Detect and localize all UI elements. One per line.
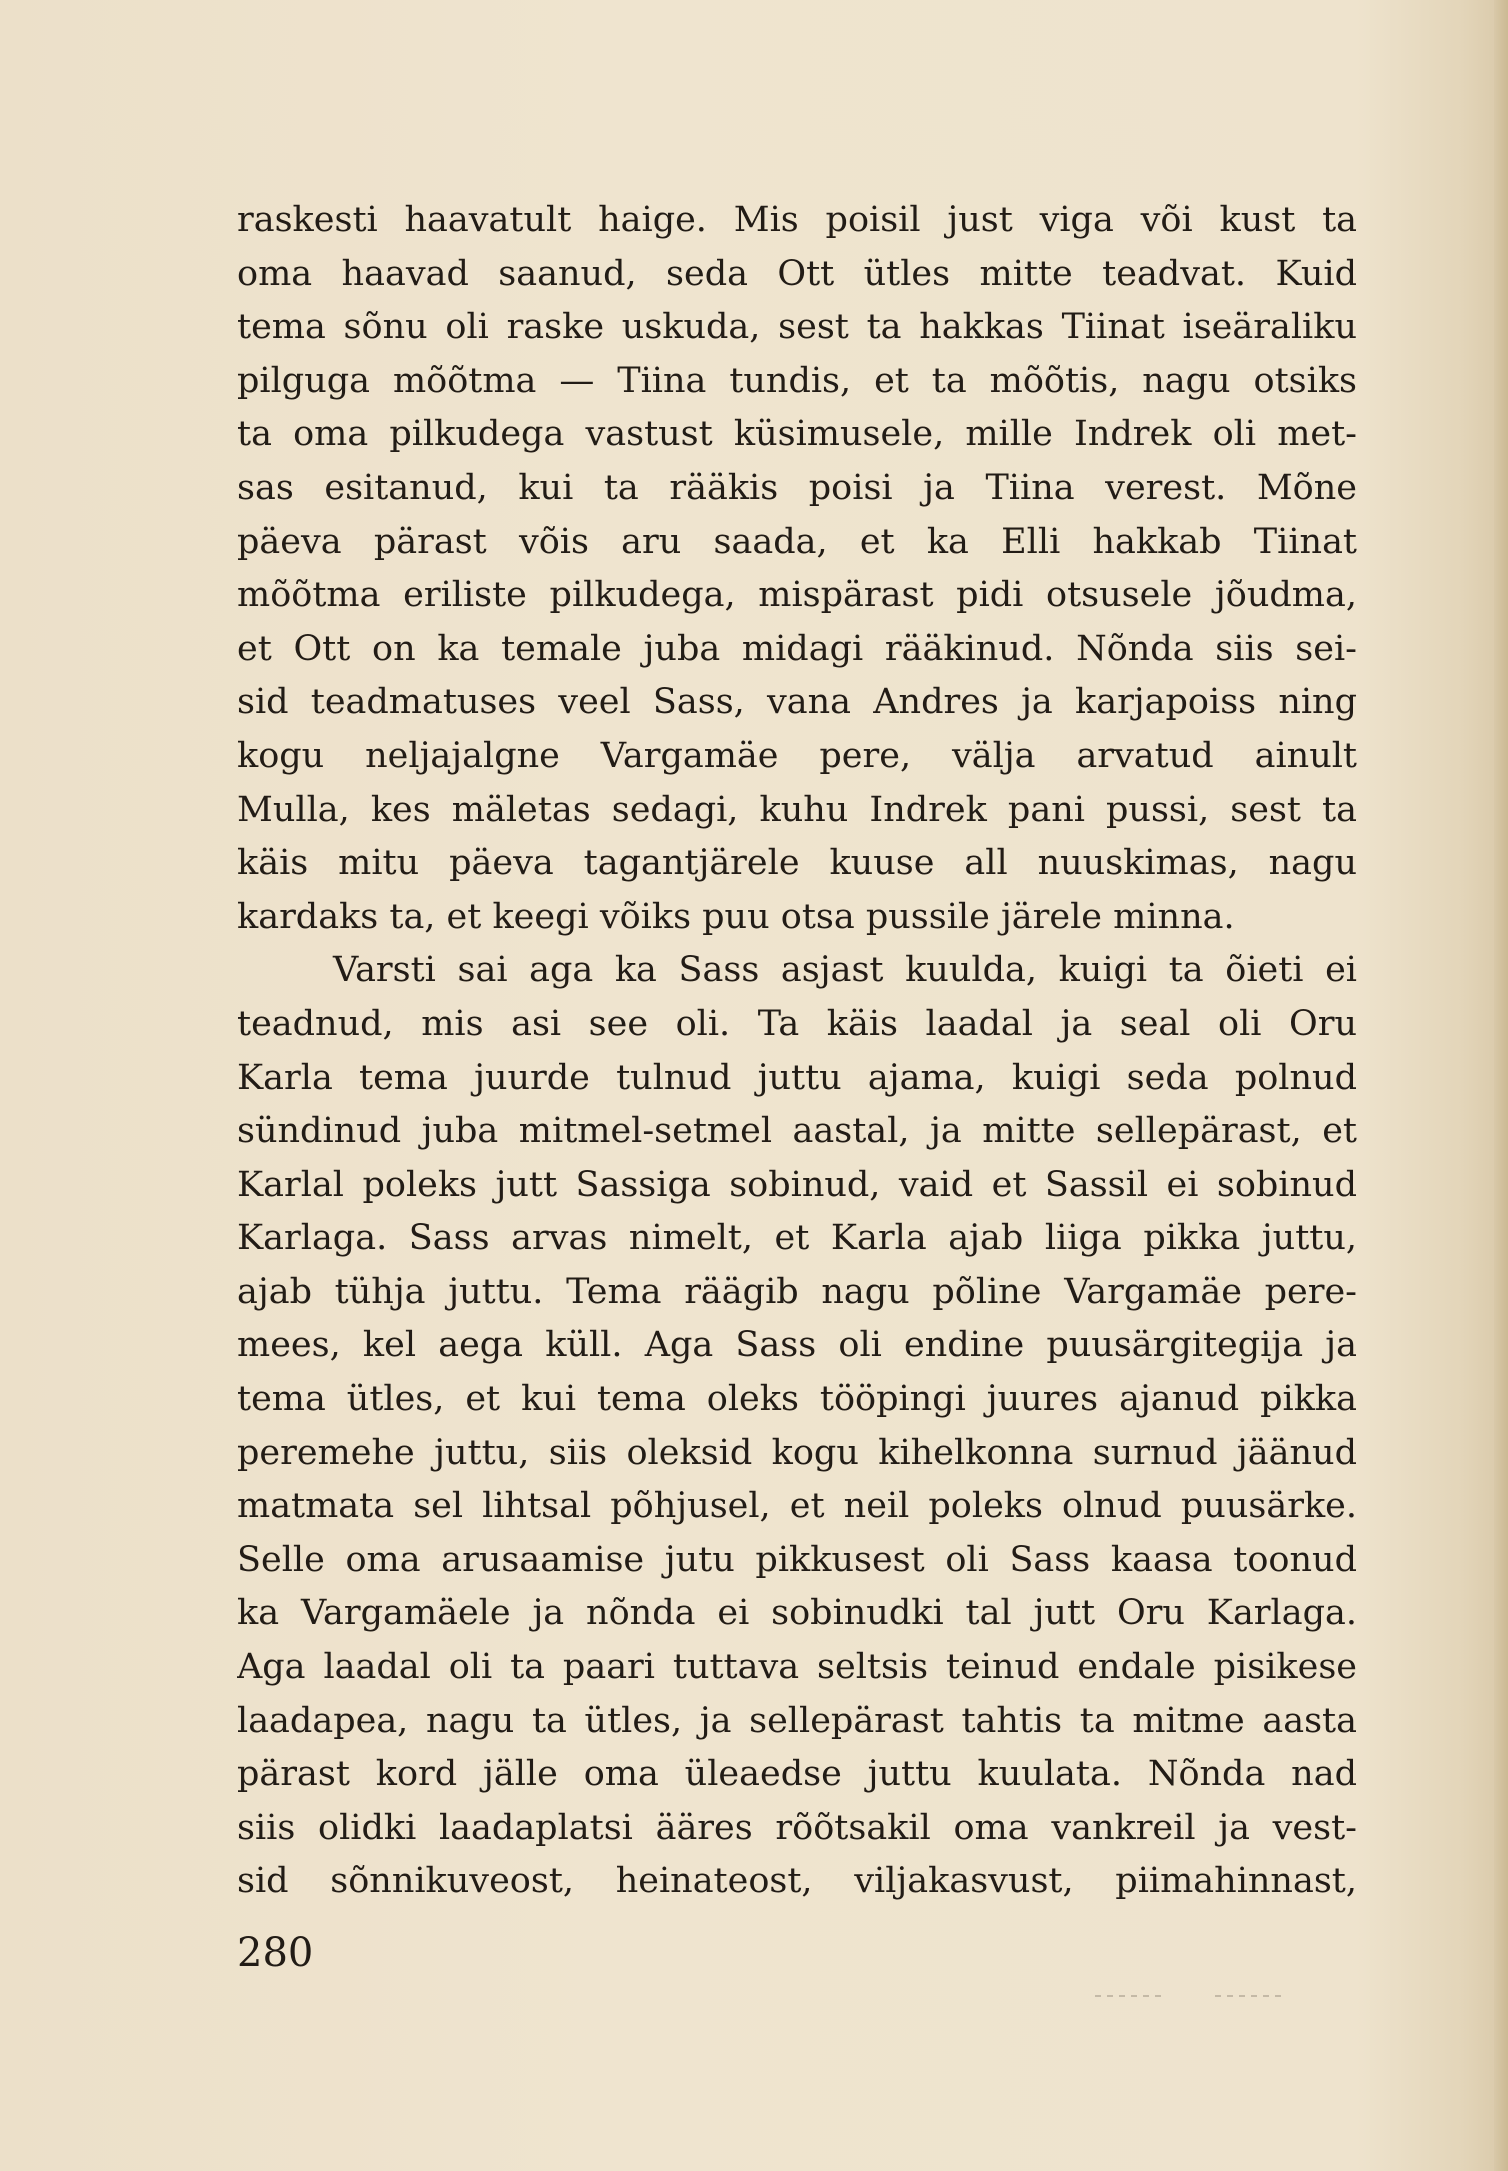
text-line: ta oma pilkudega vastust küsimusele, mille Indrek oli met-: [237, 414, 1357, 455]
text-line: Mulla, kes mäletas sedagi, kuhu Indrek pani pussi, sest ta: [237, 789, 1357, 830]
text-line: tema sõnu oli raske uskuda, sest ta hakkas Tiinat iseäraliku: [237, 307, 1357, 348]
text-line: oma haavad saanud, seda Ott ütles mitte teadvat. Kuid: [237, 253, 1357, 294]
text-line: Karla tema juurde tulnud juttu ajama, kuigi seda polnud: [237, 1057, 1357, 1098]
text-line: mõõtma eriliste pilkudega, mispärast pidi otsusele jõudma,: [237, 575, 1357, 616]
text-line: kardaks ta, et keegi võiks puu otsa pussile järele minna.: [237, 896, 1235, 937]
text-line: laadapea, nagu ta ütles, ja sellepärast tahtis ta mitme aasta: [237, 1700, 1357, 1741]
page-edge: [1494, 0, 1508, 2171]
text-line: raskesti haavatult haige. Mis poisil just viga või kust ta: [237, 200, 1357, 240]
text-line: Karlal poleks jutt Sassiga sobinud, vaid et Sassil ei sobinud: [237, 1164, 1357, 1205]
text-line: sas esitanud, kui ta rääkis poisi ja Tiina verest. Mõne: [237, 467, 1357, 508]
text-line: Selle oma arusaamise jutu pikkusest oli Sass kaasa toonud: [237, 1539, 1357, 1580]
text-line: mees, kel aega küll. Aga Sass oli endine puusärgitegija ja: [237, 1325, 1357, 1366]
page-number: 280: [237, 1930, 314, 1976]
text-line: kogu neljajalgne Vargamäe pere, välja arvatud ainult: [237, 735, 1357, 776]
text-line: Varsti sai aga ka Sass asjast kuulda, kuigi ta õieti ei: [333, 950, 1357, 991]
text-line: päeva pärast võis aru saada, et ka Elli hakkab Tiinat: [237, 521, 1357, 562]
text-line: ajab tühja juttu. Tema räägib nagu põline Vargamäe pere-: [237, 1271, 1357, 1312]
text-line: teadnud, mis asi see oli. Ta käis laadal ja seal oli Oru: [237, 1003, 1357, 1044]
text-line: sid teadmatuses veel Sass, vana Andres ja karjapoiss ning: [237, 682, 1357, 723]
text-line: Karlaga. Sass arvas nimelt, et Karla ajab liiga pikka juttu,: [237, 1218, 1357, 1259]
text-line: siis olidki laadaplatsi ääres rõõtsakil oma vankreil ja vest-: [237, 1807, 1357, 1848]
body-text: [237, 194, 1357, 1909]
text-line: sündinud juba mitmel-setmel aastal, ja mitte sellepärast, et: [237, 1111, 1357, 1152]
text-line: käis mitu päeva tagantjärele kuuse all nuuskimas, nagu: [237, 843, 1357, 884]
text-line: pärast kord jälle oma üleaedse juttu kuulata. Nõnda nad: [237, 1754, 1357, 1795]
text-line: tema ütles, et kui tema oleks tööpingi juures ajanud pikka: [237, 1379, 1357, 1420]
text-line: pilguga mõõtma — Tiina tundis, et ta mõõtis, nagu otsiks: [237, 360, 1357, 401]
print-smudge: [1095, 1995, 1165, 1997]
text-line: Aga laadal oli ta paari tuttava seltsis teinud endale pisikese: [237, 1647, 1357, 1688]
text-line: et Ott on ka temale juba midagi rääkinud. Nõnda siis sei-: [237, 628, 1357, 669]
text-line: sid sõnnikuveost, heinateost, viljakasvust, piimahinnast,: [237, 1861, 1357, 1902]
text-line: matmata sel lihtsal põhjusel, et neil poleks olnud puusärke.: [237, 1486, 1357, 1527]
text-line: peremehe juttu, siis oleksid kogu kihelkonna surnud jäänud: [237, 1432, 1357, 1473]
print-smudge: [1215, 1995, 1285, 1997]
text-line: ka Vargamäele ja nõnda ei sobinudki tal jutt Oru Karlaga.: [237, 1593, 1357, 1634]
